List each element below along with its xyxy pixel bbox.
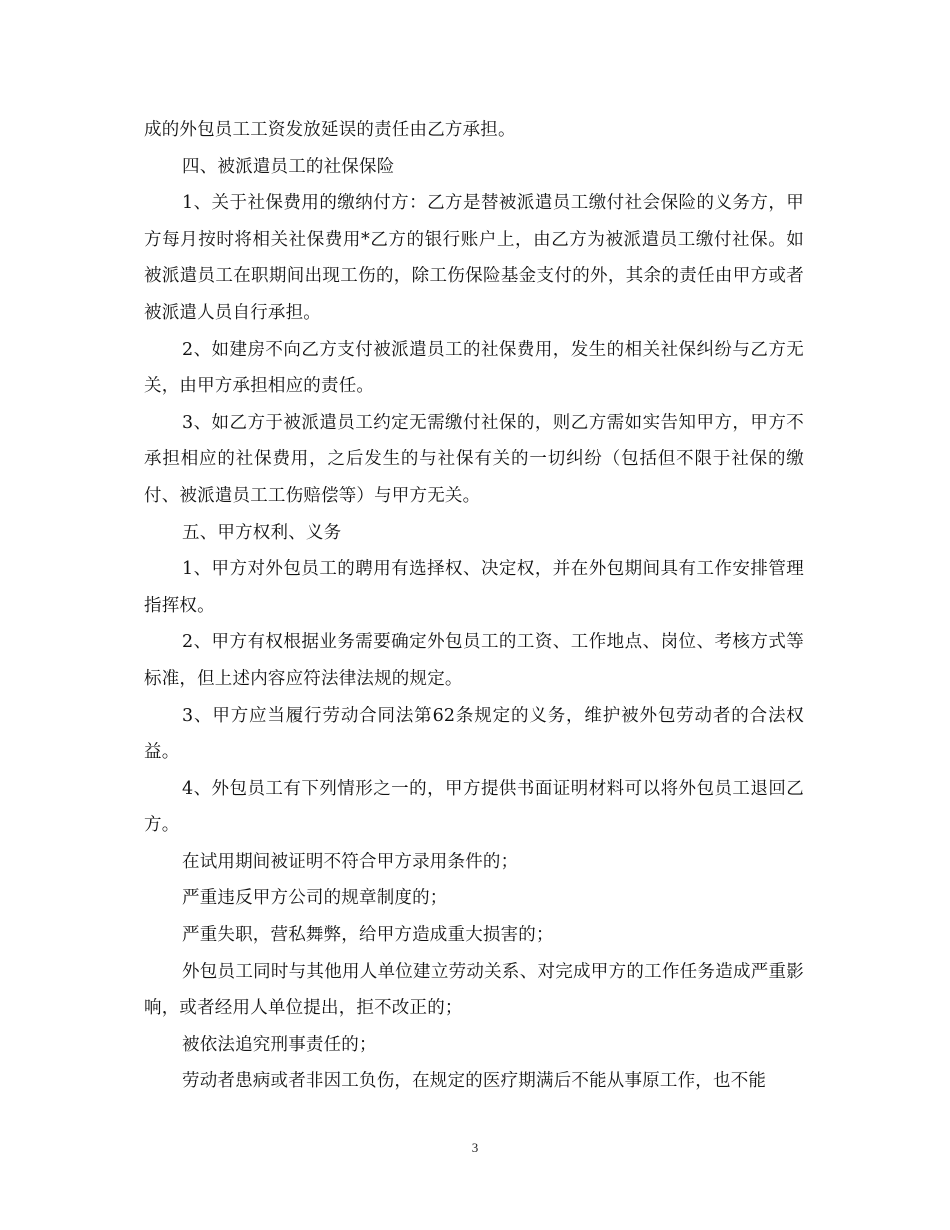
paragraph-rights-1: 1、甲方对外包员工的聘用有选择权、决定权，并在外包期间具有工作安排管理指挥权。 [144, 559, 804, 616]
list-item-probation: 在试用期间被证明不符合甲方录用条件的； [182, 851, 519, 872]
paragraph-rights-2: 2、甲方有权根据业务需要确定外包员工的工资、工作地点、岗位、考核方式等标准，但上述内容应符法律法规的规定。 [144, 632, 804, 689]
section-heading-4: 四、被派遣员工的社保保险 [182, 156, 395, 177]
paragraph-rights-3: 3、甲方应当履行劳动合同法第62条规定的义务，维护被外包劳动者的合法权益。 [144, 705, 804, 763]
list-item-criminal: 被依法追究刑事责任的； [182, 1034, 377, 1055]
paragraph-rights-4: 4、外包员工有下列情形之一的，甲方提供书面证明材料可以将外包员工退回乙方。 [144, 778, 804, 836]
list-item-violation: 严重违反甲方公司的规章制度的； [182, 888, 448, 909]
list-item-dual-employment: 外包员工同时与其他用人单位建立劳动关系、对完成甲方的工作任务造成严重影响，或者经用人单位提出，拒不改正的； [144, 961, 804, 1019]
list-item-illness: 劳动者患病或者非因工负伤，在规定的医疗期满后不能从事原工作，也不能 [182, 1071, 767, 1092]
paragraph-1: 成的外包员工工资发放延误的责任由乙方承担。 [144, 120, 516, 140]
page-number: 3 [471, 1140, 479, 1155]
paragraph-social-insurance-1: 1、关于社保费用的缴纳付方：乙方是替被派遣员工缴付社会保险的义务方，甲方每月按时将相关社保费用*乙方的银行账户上，由乙方为被派遣员工缴付社保。如被派遣员工在职期间出现工伤的，除工伤保险基金支付的外，其余的责任由甲方或者被派遣人员自行承担。 [144, 193, 804, 323]
document-body [144, 112, 804, 1100]
paragraph-social-insurance-3: 3、如乙方于被派遣员工约定无需缴付社保的，则乙方需如实告知甲方，甲方不承担相应的社保费用，之后发生的与社保有关的一切纠纷（包括但不限于社保的缴付、被派遣员工工伤赔偿等）与甲方无关。 [144, 412, 804, 506]
list-item-negligence: 严重失职，营私舞弊，给甲方造成重大损害的； [182, 925, 554, 946]
section-heading-5: 五、甲方权利、义务 [182, 522, 342, 543]
paragraph-social-insurance-2: 2、如建房不向乙方支付被派遣员工的社保费用，发生的相关社保纠纷与乙方无关，由甲方承担相应的责任。 [144, 339, 804, 397]
